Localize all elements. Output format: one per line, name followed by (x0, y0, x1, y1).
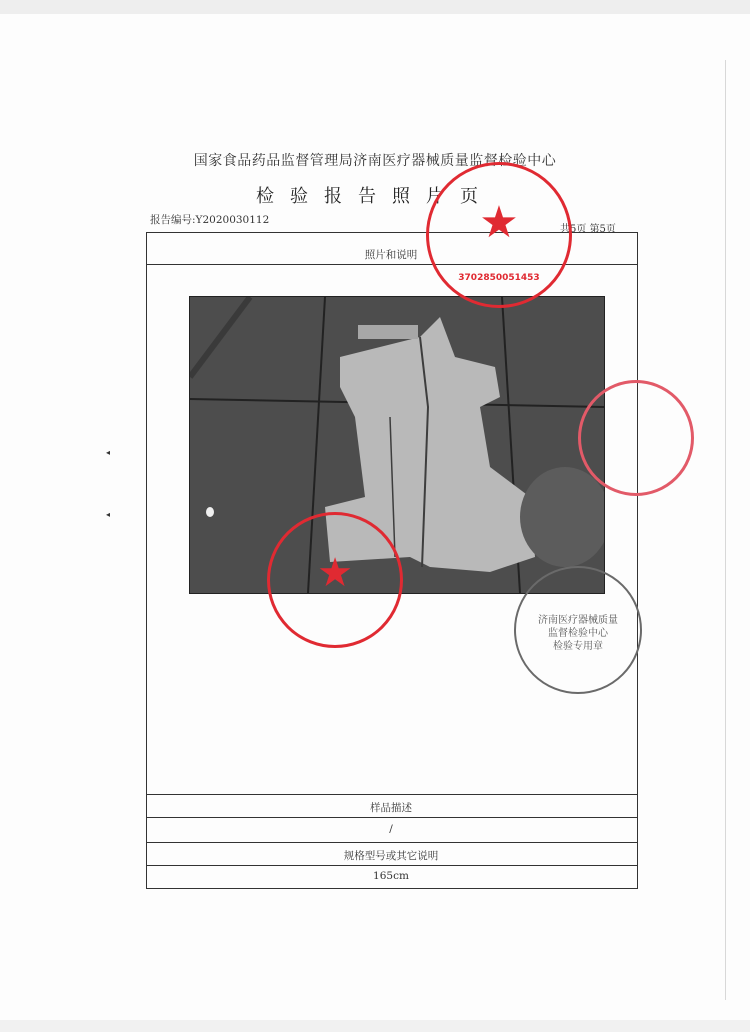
seal-star-icon: ★ (317, 550, 353, 596)
document-title: 检验报告照片页 (256, 186, 494, 207)
seal-right-partial (578, 380, 694, 496)
table-divider (146, 794, 638, 795)
inspection-seal-text (516, 614, 640, 653)
inspection-seal-line: 济南医疗器械质量 (538, 615, 618, 626)
company-seal-top (426, 162, 572, 308)
sample-description-header: 样品描述 (370, 802, 412, 814)
margin-mark: ◂ (106, 510, 111, 519)
sample-photo (189, 296, 605, 594)
report-number: 报告编号:Y2020030112 (150, 214, 270, 226)
company-seal-bottom (267, 512, 403, 648)
seal-star-icon: ★ (479, 197, 519, 248)
inspection-seal (514, 566, 642, 694)
margin-mark: ◂ (106, 448, 111, 457)
organization-title: 国家食品药品监督管理局济南医疗器械质量监督检验中心 (193, 153, 557, 169)
inspection-seal-line: 检验专用章 (553, 641, 603, 652)
sample-description-value: / (389, 823, 393, 835)
spec-header: 规格型号或其它说明 (343, 850, 439, 862)
photo-section-header: 照片和说明 (364, 249, 418, 261)
table-divider (146, 842, 638, 843)
scan-top-edge (0, 0, 750, 14)
inspection-seal-line: 监督检验中心 (548, 628, 608, 639)
page-info: 共5页 第5页 (560, 224, 616, 235)
spec-value: 165cm (373, 870, 409, 882)
scan-bottom-edge (0, 1020, 750, 1032)
table-divider (146, 865, 638, 866)
sample-photo-drawing (190, 297, 604, 596)
table-divider (146, 817, 638, 818)
seal-code: 3702850051453 (458, 273, 540, 283)
